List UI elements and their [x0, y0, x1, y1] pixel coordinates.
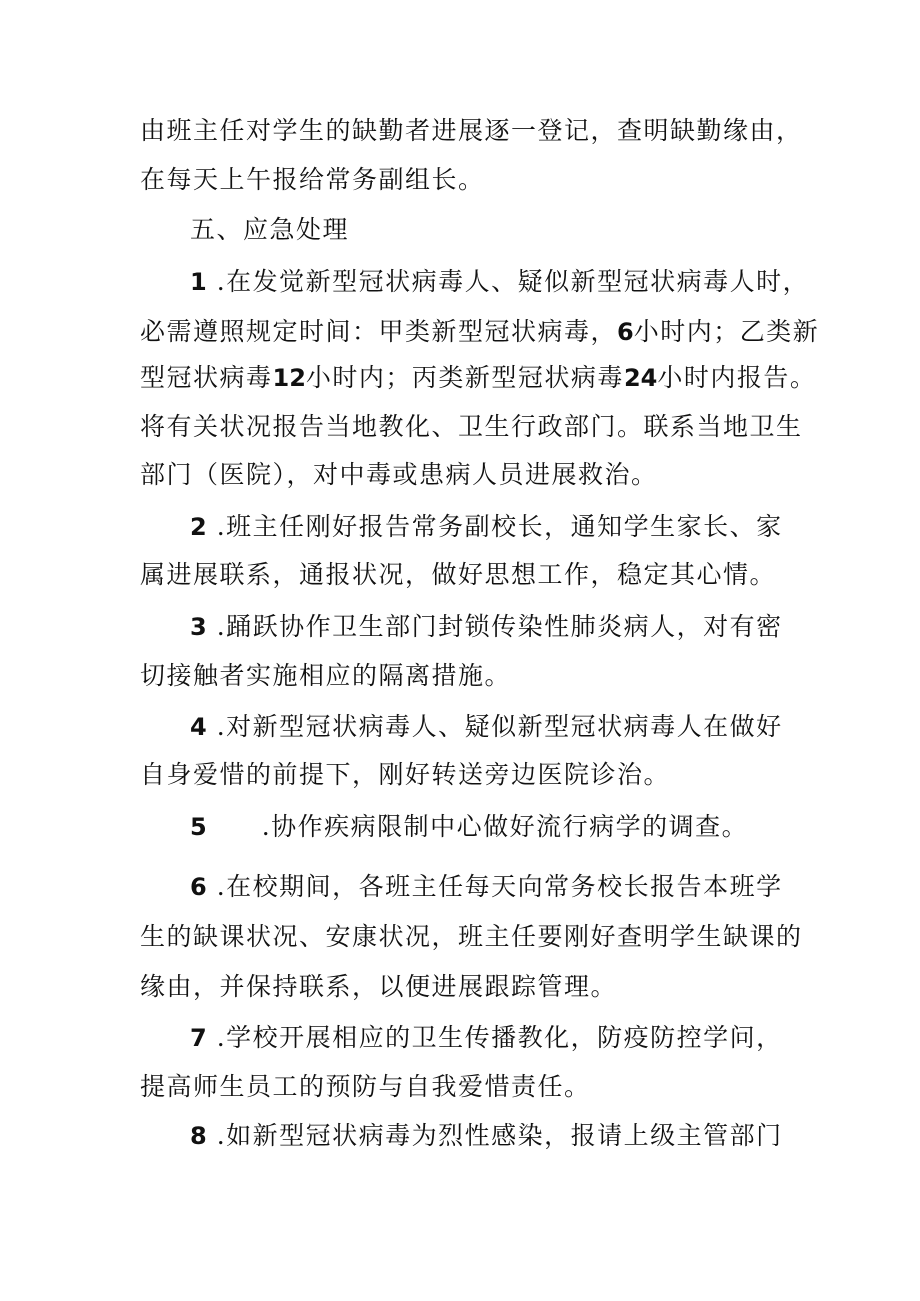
item-number: 4	[190, 713, 207, 741]
intro-line-2: 在每天上午报给常务副组长。	[140, 165, 485, 194]
inline-number: 6	[617, 318, 634, 346]
item-1-line-1	[190, 265, 809, 299]
item-4-line-1	[190, 710, 783, 744]
item-text: .对新型冠状病毒人、疑似新型冠状病毒人在做好	[216, 712, 783, 741]
item-2-line-2: 属进展联系，通报状况，做好思想工作，稳定其心情。	[140, 560, 777, 589]
item-7-line-1	[190, 1021, 783, 1055]
item-4-line-2: 自身爱惜的前提下，刚好转送旁边医院诊治。	[140, 760, 671, 789]
item-6-line-1	[190, 870, 783, 904]
item-number: 3	[190, 613, 207, 641]
item-1-line-4: 将有关状况报告当地教化、卫生行政部门。联系当地卫生	[140, 412, 803, 441]
item-text: 必需遵照规定时间：甲类新型冠状病毒，	[140, 317, 618, 346]
item-number: 5	[190, 813, 207, 841]
item-number: 1	[190, 268, 207, 296]
item-text: .如新型冠状病毒为烈性感染，报请上级主管部门	[216, 1121, 783, 1150]
inline-number: 24	[623, 364, 658, 392]
item-text: .踊跃协作卫生部门封锁传染性肺炎病人，对有密	[216, 612, 783, 641]
item-text: 型冠状病毒	[140, 363, 273, 392]
item-text: .协作疾病限制中心做好流行病学的调查。	[261, 812, 749, 841]
item-8-line-1	[190, 1119, 783, 1153]
item-number: 8	[190, 1122, 207, 1150]
item-number: 7	[190, 1024, 207, 1052]
item-1-line-2	[140, 315, 819, 349]
item-1-line-5: 部门（医院），对中毒或患病人员进展救治。	[140, 460, 658, 489]
item-text: 小时内报告。	[657, 363, 817, 392]
item-text: .在校期间，各班主任每天向常务校长报告本班学	[216, 872, 783, 901]
item-5-line-1	[190, 810, 748, 844]
section-heading: 五、应急处理	[190, 215, 350, 244]
intro-line-1: 由班主任对学生的缺勤者进展逐一登记，查明缺勤缘由，	[140, 116, 803, 145]
item-text: .学校开展相应的卫生传播教化，防疫防控学问，	[216, 1023, 783, 1052]
item-text: .在发觉新型冠状病毒人、疑似新型冠状病毒人时，	[216, 267, 810, 296]
item-text: .班主任刚好报告常务副校长，通知学生家长、家	[216, 512, 783, 541]
item-6-line-2: 生的缺课状况、安康状况，班主任要刚好查明学生缺课的	[140, 922, 803, 951]
inline-number: 12	[272, 364, 306, 392]
item-number: 6	[190, 873, 207, 901]
item-text: 小时内；乙类新	[633, 317, 820, 346]
item-7-line-2: 提高师生员工的预防与自我爱惜责任。	[140, 1072, 591, 1101]
item-number: 2	[190, 513, 207, 541]
item-1-line-3	[140, 361, 816, 395]
item-3-line-2: 切接触者实施相应的隔离措施。	[140, 661, 512, 690]
item-3-line-1	[190, 610, 783, 644]
item-6-line-3: 缘由，并保持联系，以便进展跟踪管理。	[140, 972, 618, 1001]
item-2-line-1	[190, 510, 783, 544]
item-text: 小时内；丙类新型冠状病毒	[305, 363, 624, 392]
